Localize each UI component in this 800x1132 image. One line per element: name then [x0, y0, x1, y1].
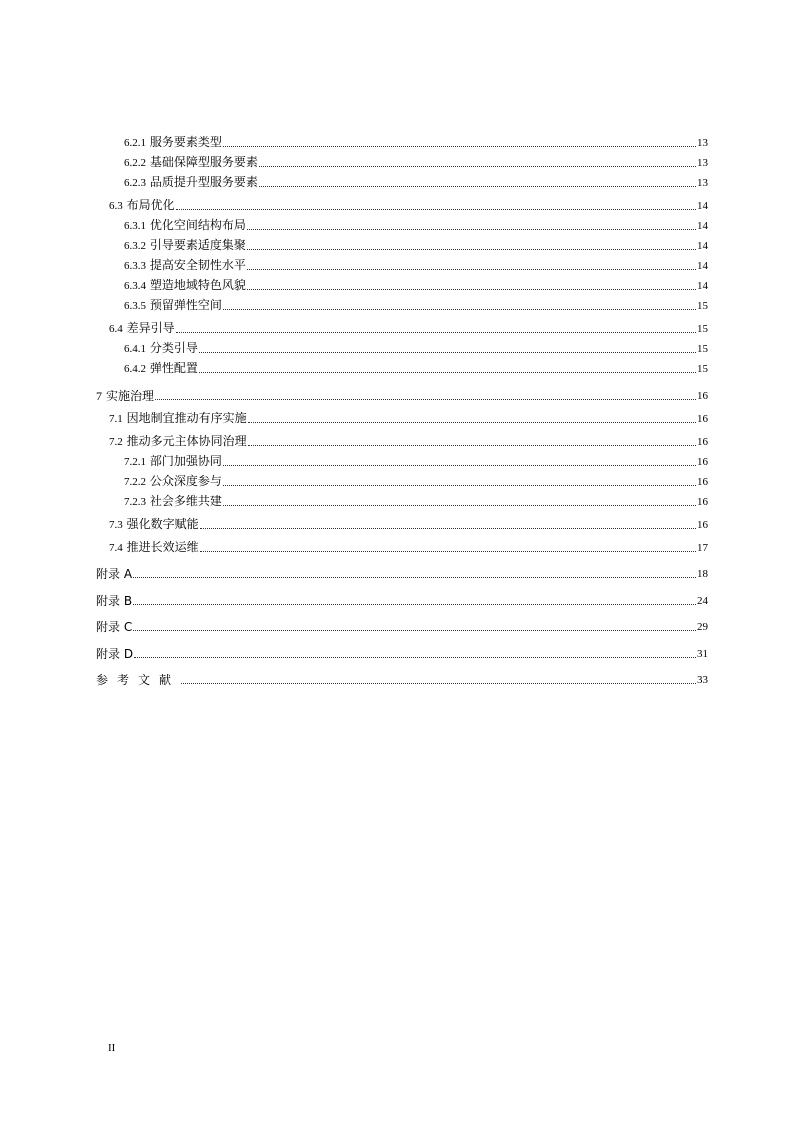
toc-entry-title: 服务要素类型 [149, 135, 222, 149]
toc-entry-page: 14 [697, 200, 708, 212]
toc-entry-title: 品质提升型服务要素 [149, 175, 258, 189]
toc-entry-number: 7 [96, 388, 102, 403]
dot-leader [133, 603, 696, 605]
dot-leader [248, 444, 696, 446]
toc-entry-page: 15 [697, 363, 708, 375]
toc-entry-appendix-c[interactable] [96, 608, 708, 635]
dot-leader [134, 656, 696, 658]
toc-entry-6-3-3[interactable] [96, 253, 708, 273]
toc-entry-6-2-1[interactable] [96, 130, 708, 150]
dot-leader [223, 484, 696, 486]
toc-entry-number: 6.4.1 [124, 343, 146, 355]
toc-entry-6-3-2[interactable] [96, 233, 708, 253]
toc-entry-7[interactable] [96, 376, 708, 403]
toc-entry-page: 14 [697, 220, 708, 232]
toc-entry-page: 16 [697, 435, 708, 448]
toc-entry-6-4-2[interactable] [96, 356, 708, 376]
toc-entry-title: 优化空间结构布局 [149, 218, 246, 232]
toc-entry-6-2-3[interactable] [96, 170, 708, 190]
toc-entry-title: 弹性配置 [149, 361, 198, 375]
toc-entry-number: 6.4.2 [124, 363, 146, 375]
toc-entry-page: 17 [697, 541, 708, 554]
toc-entry-page: 15 [697, 300, 708, 312]
toc-entry-title: 基础保障型服务要素 [149, 155, 258, 169]
dot-leader [223, 308, 696, 310]
toc-entry-title: 参考文献 [96, 673, 181, 687]
toc-entry-number: 6.3 [109, 200, 123, 212]
toc-entry-title: 引导要素适度集聚 [149, 238, 246, 252]
dot-leader [181, 682, 696, 684]
dot-leader [247, 288, 696, 290]
toc-entry-page: 16 [697, 389, 708, 402]
toc-entry-7-2[interactable] [96, 426, 708, 449]
toc-entry-title: 附录 A [96, 567, 133, 581]
dot-leader [200, 527, 696, 529]
toc-entry-page: 24 [697, 594, 708, 607]
toc-entry-title: 推进长效运维 [126, 539, 199, 554]
toc-entry-page: 13 [697, 177, 708, 189]
toc-entry-title: 布局优化 [126, 198, 175, 212]
toc-entry-6-4[interactable] [96, 313, 708, 336]
toc-entry-page: 13 [697, 137, 708, 149]
toc-entry-title: 推动多元主体协同治理 [126, 433, 247, 448]
dot-leader [223, 464, 696, 466]
toc-entry-7-3[interactable] [96, 509, 708, 532]
toc-entry-number: 7.2.2 [124, 475, 146, 488]
toc-entry-6-2-2[interactable] [96, 150, 708, 170]
toc-entry-title: 因地制宜推动有序实施 [126, 410, 247, 425]
toc-entry-title: 塑造地域特色风貌 [149, 278, 246, 292]
toc-entry-number: 6.2.3 [124, 177, 146, 189]
toc-entry-title: 强化数字赋能 [126, 516, 199, 531]
toc-entry-title: 附录 C [96, 620, 133, 634]
dot-leader [200, 550, 696, 552]
toc-entry-page: 15 [697, 323, 708, 335]
table-of-contents [96, 130, 708, 687]
dot-leader [248, 421, 696, 423]
toc-entry-7-1[interactable] [96, 403, 708, 426]
toc-entry-number: 7.2.1 [124, 455, 146, 468]
toc-entry-title: 社会多维共建 [149, 493, 222, 508]
toc-entry-title: 预留弹性空间 [149, 298, 222, 312]
toc-entry-number: 6.3.4 [124, 280, 146, 292]
toc-entry-number: 7.4 [109, 541, 123, 554]
toc-entry-page: 29 [697, 621, 708, 633]
toc-entry-number: 6.4 [109, 323, 123, 335]
dot-leader [199, 371, 696, 373]
toc-entry-page: 13 [697, 157, 708, 169]
toc-entry-number: 6.3.2 [124, 240, 146, 252]
toc-entry-title: 公众深度参与 [149, 473, 222, 488]
toc-entry-page: 33 [697, 674, 708, 686]
toc-entry-page: 16 [697, 495, 708, 508]
toc-entry-6-3-1[interactable] [96, 213, 708, 233]
dot-leader [176, 331, 696, 333]
toc-entry-number: 6.3.3 [124, 260, 146, 272]
toc-entry-appendix-d[interactable] [96, 634, 708, 661]
dot-leader [247, 248, 696, 250]
toc-entry-number: 6.2.2 [124, 157, 146, 169]
toc-entry-number: 7.1 [109, 412, 123, 425]
dot-leader [133, 576, 696, 578]
toc-entry-page: 18 [697, 568, 708, 580]
toc-entry-title: 部门加强协同 [149, 453, 222, 468]
toc-entry-number: 7.2.3 [124, 495, 146, 508]
toc-entry-title: 分类引导 [149, 341, 198, 355]
toc-entry-title: 附录 D [96, 646, 134, 661]
toc-entry-references[interactable] [96, 661, 708, 688]
dot-leader [247, 228, 696, 230]
dot-leader [223, 145, 696, 147]
toc-entry-page: 14 [697, 240, 708, 252]
toc-entry-number: 6.2.1 [124, 137, 146, 149]
toc-entry-title: 附录 B [96, 593, 133, 608]
toc-entry-number: 6.3.1 [124, 220, 146, 232]
toc-entry-page: 31 [697, 647, 708, 660]
toc-entry-7-2-3[interactable] [96, 489, 708, 509]
toc-entry-page: 14 [697, 280, 708, 292]
toc-entry-title: 实施治理 [105, 388, 154, 403]
toc-entry-number: 6.3.5 [124, 300, 146, 312]
toc-entry-title: 提高安全韧性水平 [149, 258, 246, 272]
toc-entry-7-2-1[interactable] [96, 449, 708, 469]
toc-entry-6-3[interactable] [96, 190, 708, 213]
dot-leader [259, 165, 696, 167]
toc-entry-appendix-a[interactable] [96, 555, 708, 582]
toc-entry-number: 7.2 [109, 435, 123, 448]
page-number: II [108, 1042, 116, 1054]
toc-entry-page: 14 [697, 260, 708, 272]
toc-entry-page: 15 [697, 343, 708, 355]
toc-entry-6-3-4[interactable] [96, 273, 708, 293]
toc-entry-number: 7.3 [109, 518, 123, 531]
toc-entry-6-3-5[interactable] [96, 293, 708, 313]
toc-entry-page: 16 [697, 518, 708, 531]
dot-leader [176, 208, 696, 210]
dot-leader [155, 398, 696, 400]
toc-entry-7-4[interactable] [96, 532, 708, 555]
toc-entry-7-2-2[interactable] [96, 469, 708, 489]
toc-entry-6-4-1[interactable] [96, 336, 708, 356]
dot-leader [133, 629, 696, 631]
dot-leader [223, 504, 696, 506]
toc-entry-appendix-b[interactable] [96, 581, 708, 608]
dot-leader [199, 351, 696, 353]
dot-leader [247, 268, 696, 270]
toc-entry-page: 16 [697, 412, 708, 425]
toc-entry-title: 差异引导 [126, 321, 175, 335]
toc-entry-page: 16 [697, 475, 708, 488]
toc-entry-page: 16 [697, 455, 708, 468]
dot-leader [259, 185, 696, 187]
